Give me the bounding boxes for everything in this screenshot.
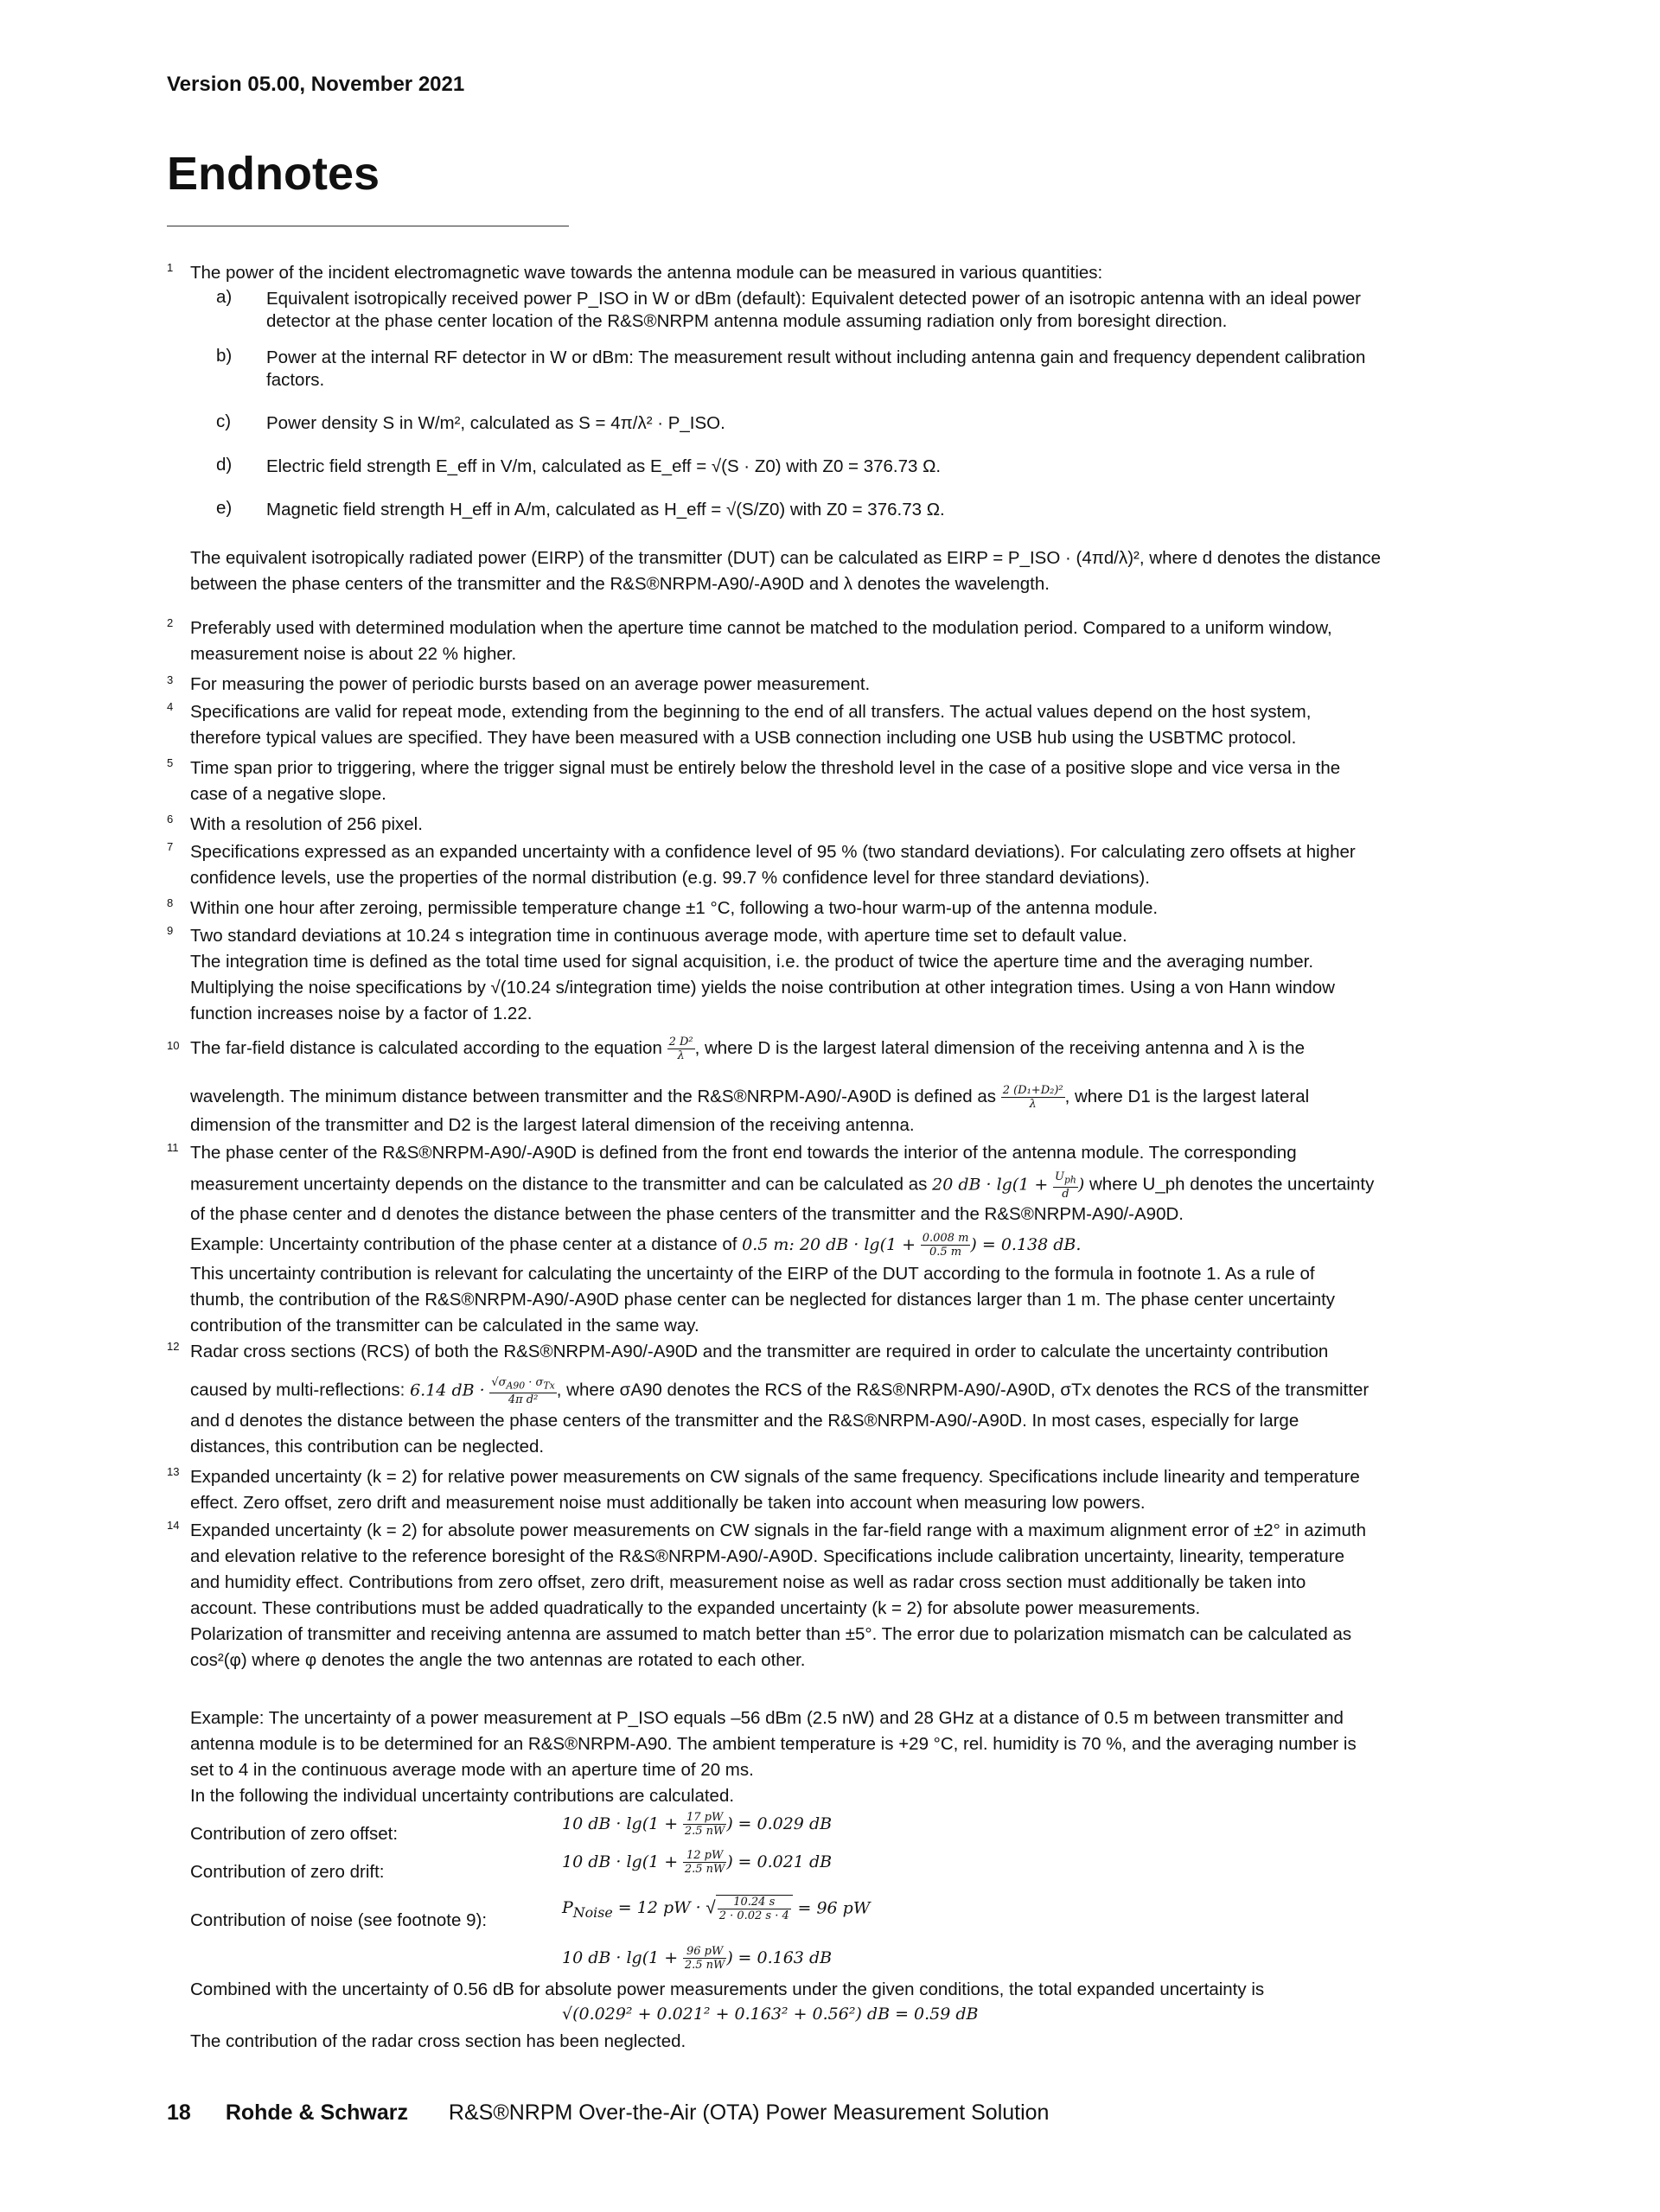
version-header: Version 05.00, November 2021 <box>167 73 465 96</box>
note-number: 11 <box>167 1141 179 1154</box>
example-zero-drift-label: Contribution of zero drift: <box>190 1862 385 1882</box>
note-14-line2: and elevation relative to the reference boresight of the R&S®NRPM-A90/-A90D. Specifications include calibration uncertainty, linearity, temperature <box>190 1546 1345 1566</box>
example-noise-label: Contribution of noise (see footnote 9): <box>190 1910 488 1930</box>
example-zero-drift-eq: 10 dB · lg(1 + $\frac{12 pW}{2.5 nW}$ ) = 0.021 dB <box>562 1849 833 1876</box>
note-7-line1: Specifications expressed as an expanded uncertainty with a confidence level of 95 % (two standard deviations). For calculating zero offsets at higher <box>190 842 1356 862</box>
note-13-line1: Expanded uncertainty (k = 2) for relative power measurements on CW signals of the same frequency. Specifications include linearity and temperature <box>190 1467 1360 1487</box>
note-11-text-a: measurement uncertainty depends on the distance to the transmitter and can be calculated as <box>190 1174 928 1195</box>
example-combined: Combined with the uncertainty of 0.56 dB for absolute power measurements under the given conditions, the total expanded uncertainty is <box>190 1979 1265 1999</box>
note-11-line7: contribution of the transmitter can be calculated in the same way. <box>190 1316 699 1335</box>
note-number: 7 <box>167 840 174 853</box>
note-10-line2 <box>190 1084 1309 1111</box>
note-10-text-c: wavelength. The minimum distance between transmitter and the R&S®NRPM-A90/-A90D is defined as <box>190 1086 996 1106</box>
note-11-line5: This uncertainty contribution is relevant for calculating the uncertainty of the EIRP of the DUT according to the formula in footnote 1. As a rule of <box>190 1264 1315 1284</box>
page-number: 18 <box>167 2100 191 2125</box>
min-distance-formula: $\frac{\text{2 (D₁+D₂)²}}{\lambda}$ <box>1002 1084 1063 1111</box>
note-11-text-b: where U_ph denotes the uncertainty <box>1089 1174 1375 1195</box>
note-9-line2: The integration time is defined as the total time used for signal acquisition, i.e. the product of twice the aperture time and the averaging number. <box>190 952 1314 972</box>
example-line2: antenna module is to be determined for an R&S®NRPM-A90. The ambient temperature is +29 °C, rel. humidity is 70 %, and the averaging number is <box>190 1734 1357 1754</box>
note-5-line2: case of a negative slope. <box>190 784 386 804</box>
far-field-formula: $\frac{\text{2 D²}}{\lambda}$ <box>668 1036 693 1062</box>
note-4-line1: Specifications are valid for repeat mode, extending from the beginning to the end of all transfers. The actual values depend on the host system, <box>190 702 1312 722</box>
footer-doc-title: R&S®NRPM Over-the-Air (OTA) Power Measurement Solution <box>448 2100 1050 2125</box>
item-a-line1: Equivalent isotropically received power P_ISO in W or dBm (default): Equivalent detected power of an isotropic antenna with an ideal power <box>266 289 1361 309</box>
footer-brand: Rohde & Schwarz <box>225 2100 408 2125</box>
example-line1: Example: The uncertainty of a power measurement at P_ISO equals –56 dBm (2.5 nW) and 28 GHz at a distance of 0.5 m between transmitter and <box>190 1708 1344 1728</box>
note-10-text-a: The far-field distance is calculated according to the equation <box>190 1037 662 1058</box>
note-14-line5: Polarization of transmitter and receiving antenna are assumed to match better than ±5°. The error due to polarization mismatch can be calculated as <box>190 1624 1352 1644</box>
note-number: 9 <box>167 924 174 937</box>
note-11-line4: Example: Uncertainty contribution of the phase center at a distance of 0.5 m: 20 dB · lg(1 + $\frac{0.008 m}{0.5 m}$ ) = 0.138 dB. <box>190 1232 1082 1259</box>
note-11-line3: of the phase center and d denotes the distance between the phase centers of the transmitter and the R&S®NRPM-A90/-A90D. <box>190 1204 1184 1224</box>
item-label: b) <box>216 346 233 366</box>
note-6-line1: With a resolution of 256 pixel. <box>190 814 423 834</box>
item-b-line2: factors. <box>266 370 325 390</box>
item-label: a) <box>216 287 233 307</box>
item-a-line2: detector at the phase center location of the R&S®NRPM antenna module assuming radiation only from boresight direction. <box>266 311 1228 331</box>
note-12-line2: caused by multi-reflections: 6.14 dB · $\frac{√\sigma_{A90} \cdot \sigma_{Tx}}{\text{4π d²}}$ , where σA90 denotes the RCS of the R&S®NRPM-A90/-A90D, σTx denotes the RCS of the transmitter <box>190 1376 1370 1406</box>
note-1-eirp-line2: between the phase centers of the transmitter and the R&S®NRPM-A90/-A90D and λ denotes the wavelength. <box>190 574 1050 594</box>
note-14-line6: cos²(φ) where φ denotes the angle the two antennas are rotated to each other. <box>190 1650 806 1670</box>
note-11-line6: thumb, the contribution of the R&S®NRPM-A90/-A90D phase center can be neglected for distances larger than 1 m. The phase center uncertainty <box>190 1290 1336 1310</box>
note-10-line1 <box>190 1036 1305 1062</box>
item-label: e) <box>216 498 233 518</box>
note-number: 14 <box>167 1519 180 1532</box>
example-zero-drift-result: = 0.021 dB <box>737 1852 833 1871</box>
note-9-line3: Multiplying the noise specifications by √(10.24 s/integration time) yields the noise contribution at other integration times. Using a von Hann window <box>190 978 1335 998</box>
note-11-text-c: Example: Uncertainty contribution of the phase center at a distance of <box>190 1233 737 1254</box>
note-1-eirp-line1: The equivalent isotropically radiated power (EIRP) of the transmitter (DUT) can be calculated as EIRP = P_ISO · (4πd/λ)², where d denotes the distance <box>190 548 1382 568</box>
example-zero-offset-result: = 0.029 dB <box>737 1814 833 1833</box>
page-title: Endnotes <box>167 148 380 200</box>
page-footer <box>167 2100 1049 2126</box>
item-label: d) <box>216 455 233 475</box>
item-label: c) <box>216 411 232 431</box>
note-number: 5 <box>167 756 174 769</box>
note-number: 2 <box>167 616 174 629</box>
note-12-text-a: caused by multi-reflections: <box>190 1380 405 1400</box>
note-number: 1 <box>167 261 174 274</box>
example-line3: set to 4 in the continuous average mode with an aperture time of 20 ms. <box>190 1760 754 1780</box>
note-14-line1: Expanded uncertainty (k = 2) for absolute power measurements on CW signals in the far-field range with a maximum alignment error of ±2° in azimuth <box>190 1520 1366 1540</box>
note-12-text-b: , where σA90 denotes the RCS of the R&S®NRPM-A90/-A90D, σTx denotes the RCS of the transmitter <box>556 1380 1370 1400</box>
note-10-line3: dimension of the transmitter and D2 is the largest lateral dimension of the receiving antenna. <box>190 1115 915 1135</box>
example-rcs-note: The contribution of the radar cross section has been neglected. <box>190 2031 686 2051</box>
item-b-line1: Power at the internal RF detector in W or dBm: The measurement result without including antenna gain and frequency dependent calibration <box>266 347 1366 367</box>
note-1-intro: The power of the incident electromagnetic wave towards the antenna module can be measured in various quantities: <box>190 263 1103 283</box>
example-line4: In the following the individual uncertainty contributions are calculated. <box>190 1786 735 1806</box>
note-5-line1: Time span prior to triggering, where the trigger signal must be entirely below the threshold level in the case of a positive slope and vice versa in the <box>190 758 1341 778</box>
note-number: 6 <box>167 813 174 826</box>
note-number: 4 <box>167 700 174 713</box>
example-noise-db-result: = 0.163 dB <box>737 1947 833 1967</box>
note-2-line2: measurement noise is about 22 % higher. <box>190 644 517 664</box>
note-8-line1: Within one hour after zeroing, permissible temperature change ±1 °C, following a two-hour warm-up of the antenna module. <box>190 898 1159 918</box>
note-10-text-d: , where D1 is the largest lateral <box>1064 1086 1310 1106</box>
note-13-line2: effect. Zero offset, zero drift and measurement noise must additionally be taken into account when measuring low powers. <box>190 1493 1146 1513</box>
item-c: Power density S in W/m², calculated as S = 4π/λ² · P_ISO. <box>266 413 725 433</box>
note-14-line4: account. These contributions must be added quadratically to the expanded uncertainty (k = 2) for absolute power measurements. <box>190 1598 1201 1618</box>
item-d: Electric field strength E_eff in V/m, calculated as E_eff = √(S · Z0) with Z0 = 376.73 Ω. <box>266 456 942 476</box>
note-12-line3: and d denotes the distance between the phase centers of the transmitter and the R&S®NRPM-A90/-A90D. In most cases, especially for large <box>190 1411 1299 1431</box>
note-number: 8 <box>167 896 174 909</box>
note-11-line1: The phase center of the R&S®NRPM-A90/-A90D is defined from the front end towards the interior of the antenna module. The corresponding <box>190 1143 1297 1163</box>
note-14-line3: and humidity effect. Contributions from zero offset, zero drift, measurement noise as well as radar cross section must additionally be taken into <box>190 1572 1306 1592</box>
example-noise-eq: $P_{Noise} = 12$ pW · √ $\frac{10.24 s}{2 \cdot 0.02 s \cdot 4}$ = 96 pW <box>562 1896 871 1922</box>
note-number: 12 <box>167 1340 180 1353</box>
note-4-line2: therefore typical values are specified. They have been measured with a USB connection including one USB hub using the USBTMC protocol. <box>190 728 1297 748</box>
example-total: √(0.029² + 0.021² + 0.163² + 0.56²) dB = 0.59 dB <box>562 2005 979 2024</box>
note-10-text-b: , where D is the largest lateral dimension of the receiving antenna and λ is the <box>694 1037 1305 1058</box>
example-zero-offset-label: Contribution of zero offset: <box>190 1824 399 1844</box>
example-noise-db-eq: 10 dB · lg(1 + $\frac{96 pW}{2.5 nW}$ ) = 0.163 dB <box>562 1945 833 1972</box>
note-9-line1: Two standard deviations at 10.24 s integration time in continuous average mode, with aperture time set to default value. <box>190 926 1127 946</box>
example-zero-offset-eq: 10 dB · lg(1 + $\frac{17 pW}{2.5 nW}$ ) = 0.029 dB <box>562 1811 833 1838</box>
note-9-line4: function increases noise by a factor of 1.22. <box>190 1004 533 1023</box>
note-12-line1: Radar cross sections (RCS) of both the R&S®NRPM-A90/-A90D and the transmitter are required in order to calculate the uncertainty contribution <box>190 1342 1329 1361</box>
note-3-line1: For measuring the power of periodic bursts based on an average power measurement. <box>190 674 871 694</box>
item-e: Magnetic field strength H_eff in A/m, calculated as H_eff = √(S/Z0) with Z0 = 376.73 Ω. <box>266 500 945 520</box>
note-7-line2: confidence levels, use the properties of the normal distribution (e.g. 99.7 % confidence level for three standard deviations). <box>190 868 1150 888</box>
example-noise-result: = 96 pW <box>797 1898 871 1918</box>
note-number: 10 <box>167 1039 180 1052</box>
note-2-line1: Preferably used with determined modulation when the aperture time cannot be matched to the modulation period. Compared to a uniform window, <box>190 618 1332 638</box>
note-11-line2: measurement uncertainty depends on the distance to the transmitter and can be calculated as 20 dB · lg(1 + $\frac{U_{ph}}{d}$ ) where U_ph denotes the uncertainty <box>190 1170 1375 1201</box>
note-number: 3 <box>167 673 174 686</box>
note-12-line4: distances, this contribution can be neglected. <box>190 1437 545 1457</box>
note-number: 13 <box>167 1465 180 1478</box>
